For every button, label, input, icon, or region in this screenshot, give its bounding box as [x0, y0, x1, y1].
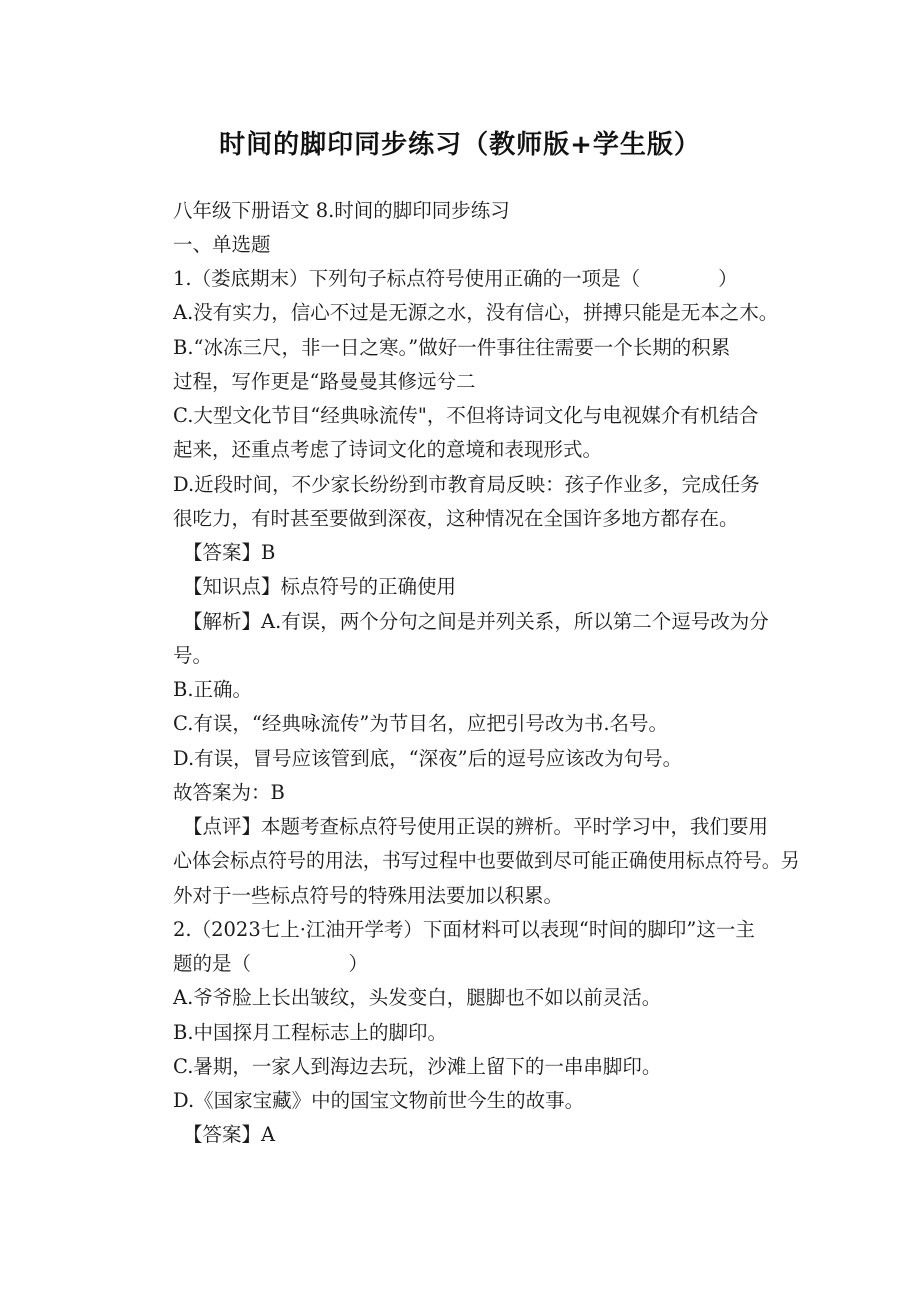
- question-1-option-c-cont: 起来，还重点考虑了诗词文化的意境和表现形式。: [173, 438, 603, 461]
- question-1-option-b: B.“冰冻三尺，非一日之寒。”做好一件事往往需要一个长期的积累: [173, 336, 731, 359]
- question-1-option-d: D.近段时间，不少家长纷纷到市教育局反映：孩子作业多，完成任务: [173, 473, 760, 496]
- subtitle-line: 八年级下册语文 8.时间的脚印同步练习: [173, 199, 510, 222]
- question-2-option-d: D.《国家宝藏》中的国宝文物前世今生的故事。: [173, 1089, 585, 1112]
- question-2-option-b: B.中国探月工程标志上的脚印。: [173, 1021, 448, 1044]
- section-heading: 一、单选题: [173, 233, 271, 256]
- question-1-analysis-c: C.有误，“经典咏流传”为节目名，应把引号改为书.名号。: [173, 712, 669, 735]
- question-2-option-c: C.暑期，一家人到海边去玩，沙滩上留下的一串串脚印。: [173, 1055, 662, 1078]
- question-1-comment-cont-2: 外对于一些标点符号的特殊用法要加以积累。: [173, 884, 564, 907]
- question-1-knowledge-point: 【知识点】标点符号的正确使用: [183, 575, 457, 598]
- question-2-stem: 2.（2023七上·江油开学考）下面材料可以表现“时间的脚印”这一主: [173, 918, 755, 941]
- question-1-answer: 【答案】B: [183, 541, 276, 564]
- question-1-option-c: C.大型文化节目“经典咏流传"，不但将诗词文化与电视媒介有机结合: [173, 404, 759, 427]
- question-2-answer: 【答案】A: [183, 1123, 276, 1146]
- question-1-analysis-d: D.有误，冒号应该管到底，“深夜”后的逗号应该改为句号。: [173, 747, 683, 770]
- question-1-option-a: A.没有实力，信心不过是无源之水，没有信心，拼搏只能是无本之木。: [173, 301, 779, 324]
- question-1-comment-cont: 心体会标点符号的用法，书写过程中也要做到尽可能正确使用标点符号。另: [173, 849, 800, 872]
- question-1-analysis: 【解析】A.有误，两个分句之间是并列关系，所以第二个逗号改为分: [183, 610, 769, 633]
- question-2-option-a: A.爷爷脸上长出皱纹，头发变白，腿脚也不如以前灵活。: [173, 986, 662, 1009]
- question-1-final-answer: 故答案为：B: [173, 781, 285, 804]
- question-2-stem-cont: 题的是（ ）: [173, 952, 369, 975]
- question-1-analysis-b: B.正确。: [173, 678, 253, 701]
- question-1-option-d-cont: 很吃力，有时甚至要做到深夜，这种情况在全国许多地方都存在。: [173, 507, 739, 530]
- question-1-option-b-cont: 过程，写作更是“路曼曼其修远兮二: [173, 370, 476, 393]
- question-1-stem: 1.（娄底期末）下列句子标点符号使用正确的一项是（ ）: [173, 267, 738, 290]
- question-1-analysis-cont: 号。: [173, 644, 213, 667]
- question-1-comment: 【点评】本题考查标点符号使用正误的辨析。平时学习中，我们要用: [183, 815, 769, 838]
- document-title: 时间的脚印同步练习（教师版+学生版）: [219, 130, 701, 160]
